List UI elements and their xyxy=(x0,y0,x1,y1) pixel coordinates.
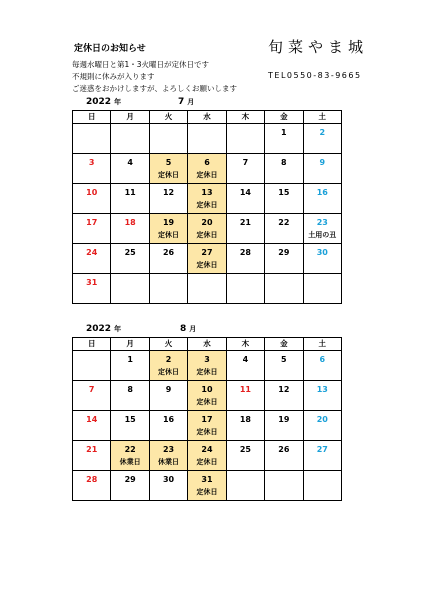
day-number: 15 xyxy=(124,415,136,424)
day-cell xyxy=(265,244,303,274)
day-number: 20 xyxy=(201,218,213,227)
day-cell xyxy=(111,184,149,214)
week-row xyxy=(73,154,342,184)
empty-day-cell xyxy=(149,124,187,154)
day-cell xyxy=(188,441,226,471)
empty-day-cell xyxy=(149,274,187,304)
week-row xyxy=(73,381,342,411)
day-number: 23 xyxy=(162,445,175,454)
day-label: 定休日 xyxy=(158,171,180,179)
week-row xyxy=(73,184,342,214)
day-number: 1 xyxy=(127,355,133,364)
day-number: 19 xyxy=(162,218,175,227)
day-cell xyxy=(111,351,149,381)
day-cell xyxy=(226,154,264,184)
notice-line-3: ご迷惑をおかけしますが、よろしくお願いします xyxy=(72,84,237,93)
day-cell xyxy=(188,244,226,274)
day-label: 定休日 xyxy=(196,488,218,496)
weekday-header: 日 xyxy=(73,338,111,351)
day-number: 7 xyxy=(88,385,95,394)
day-cell xyxy=(265,351,303,381)
day-number: 19 xyxy=(278,415,290,424)
notice-title: 定休日のお知らせ xyxy=(74,44,146,54)
day-number: 28 xyxy=(239,248,251,257)
day-number: 6 xyxy=(319,355,326,364)
weekday-header: 金 xyxy=(265,338,303,351)
day-number: 12 xyxy=(278,385,290,394)
day-cell xyxy=(303,154,341,184)
day-cell xyxy=(226,381,264,411)
year: 2022 xyxy=(86,324,112,334)
day-number: 2 xyxy=(165,355,172,364)
empty-day-cell xyxy=(226,274,264,304)
day-number: 13 xyxy=(201,188,213,197)
weekday-header-row xyxy=(73,338,342,351)
day-cell xyxy=(265,411,303,441)
month-heading-august xyxy=(180,324,196,334)
calendar-july xyxy=(72,110,342,304)
day-cell xyxy=(188,471,226,501)
day-cell xyxy=(265,124,303,154)
day-label: 定休日 xyxy=(196,261,218,269)
day-label: 定休日 xyxy=(196,428,218,436)
weekday-header: 木 xyxy=(226,111,264,124)
weekday-header: 日 xyxy=(73,111,111,124)
day-number: 5 xyxy=(281,355,287,364)
day-cell xyxy=(265,214,303,244)
weekday-header: 土 xyxy=(303,111,341,124)
day-cell xyxy=(111,214,149,244)
empty-day-cell xyxy=(188,274,226,304)
day-number: 31 xyxy=(86,278,98,287)
day-number: 12 xyxy=(162,188,175,197)
day-number: 9 xyxy=(165,385,172,394)
day-cell xyxy=(73,244,111,274)
day-cell xyxy=(149,411,187,441)
empty-day-cell xyxy=(303,471,341,501)
day-number: 1 xyxy=(281,128,287,137)
day-number: 26 xyxy=(278,445,290,454)
day-cell xyxy=(265,184,303,214)
weekday-header: 水 xyxy=(188,338,226,351)
day-label: 休業日 xyxy=(119,458,141,466)
day-number: 7 xyxy=(242,158,249,167)
day-cell xyxy=(73,441,111,471)
empty-day-cell xyxy=(111,274,149,304)
week-row xyxy=(73,124,342,154)
weekday-header: 木 xyxy=(226,338,264,351)
weekday-header: 火 xyxy=(149,111,187,124)
day-cell xyxy=(303,214,341,244)
day-cell xyxy=(226,184,264,214)
day-number: 3 xyxy=(204,355,210,364)
month-suffix: 月 xyxy=(187,98,195,106)
day-number: 27 xyxy=(316,445,328,454)
day-number: 4 xyxy=(127,158,133,167)
calendar-heading-july xyxy=(86,97,121,107)
day-cell xyxy=(303,441,341,471)
day-cell xyxy=(226,214,264,244)
empty-day-cell xyxy=(265,274,303,304)
day-cell xyxy=(111,441,149,471)
day-cell xyxy=(226,411,264,441)
day-cell xyxy=(265,154,303,184)
day-number: 24 xyxy=(86,248,98,257)
day-cell xyxy=(149,441,187,471)
empty-day-cell xyxy=(111,124,149,154)
day-number: 31 xyxy=(201,475,213,484)
month-heading-july xyxy=(178,97,194,107)
day-label: 定休日 xyxy=(158,368,180,376)
day-number: 11 xyxy=(239,385,251,394)
year-suffix: 年 xyxy=(114,325,122,333)
day-cell xyxy=(188,154,226,184)
empty-day-cell xyxy=(73,351,111,381)
day-label: 定休日 xyxy=(158,231,180,239)
day-cell xyxy=(73,411,111,441)
shop-name: 旬菜やま城 xyxy=(268,38,369,56)
weekday-header-row xyxy=(73,111,342,124)
notice-line-2: 不規則に休みが入ります xyxy=(72,72,155,81)
week-row xyxy=(73,244,342,274)
day-number: 18 xyxy=(124,218,136,227)
day-cell xyxy=(149,184,187,214)
day-cell xyxy=(149,214,187,244)
day-cell xyxy=(149,381,187,411)
day-number: 20 xyxy=(316,415,328,424)
day-label: 定休日 xyxy=(196,368,218,376)
week-row xyxy=(73,274,342,304)
day-cell xyxy=(303,351,341,381)
week-row xyxy=(73,214,342,244)
day-number: 4 xyxy=(242,355,249,364)
day-number: 14 xyxy=(239,188,251,197)
week-row xyxy=(73,471,342,501)
day-number: 10 xyxy=(86,188,98,197)
day-number: 8 xyxy=(127,385,133,394)
year-suffix: 年 xyxy=(114,98,122,106)
day-number: 15 xyxy=(278,188,290,197)
day-number: 22 xyxy=(124,445,136,454)
day-cell xyxy=(111,411,149,441)
day-number: 3 xyxy=(88,158,95,167)
day-label: 土用の丑 xyxy=(308,231,337,239)
day-cell xyxy=(73,471,111,501)
day-cell xyxy=(226,441,264,471)
day-number: 30 xyxy=(316,248,328,257)
day-cell xyxy=(73,184,111,214)
day-number: 25 xyxy=(239,445,251,454)
day-number: 26 xyxy=(162,248,175,257)
day-number: 9 xyxy=(319,158,326,167)
day-number: 27 xyxy=(201,248,213,257)
day-number: 11 xyxy=(124,188,136,197)
day-cell xyxy=(303,184,341,214)
day-number: 13 xyxy=(316,385,328,394)
day-number: 17 xyxy=(201,415,213,424)
week-row xyxy=(73,351,342,381)
day-cell xyxy=(111,471,149,501)
day-cell xyxy=(149,471,187,501)
day-cell xyxy=(265,441,303,471)
day-number: 29 xyxy=(124,475,136,484)
day-label: 定休日 xyxy=(196,231,218,239)
day-number: 14 xyxy=(86,415,98,424)
day-cell xyxy=(188,184,226,214)
day-number: 8 xyxy=(281,158,287,167)
day-number: 16 xyxy=(316,188,328,197)
day-cell xyxy=(226,244,264,274)
day-cell xyxy=(303,411,341,441)
day-number: 23 xyxy=(316,218,328,227)
empty-day-cell xyxy=(188,124,226,154)
day-number: 22 xyxy=(278,218,290,227)
empty-day-cell xyxy=(265,471,303,501)
day-cell xyxy=(149,154,187,184)
day-cell xyxy=(149,244,187,274)
month: 7 xyxy=(178,97,185,107)
day-cell xyxy=(73,381,111,411)
day-number: 25 xyxy=(124,248,136,257)
day-label: 休業日 xyxy=(158,458,180,466)
day-number: 6 xyxy=(204,158,210,167)
day-number: 10 xyxy=(201,385,213,394)
week-row xyxy=(73,441,342,471)
empty-day-cell xyxy=(303,274,341,304)
day-cell xyxy=(303,381,341,411)
day-cell xyxy=(149,351,187,381)
day-number: 21 xyxy=(239,218,251,227)
weekday-header: 火 xyxy=(149,338,187,351)
calendar-heading-august xyxy=(86,324,121,334)
day-number: 16 xyxy=(162,415,175,424)
year: 2022 xyxy=(86,97,112,107)
weekday-header: 水 xyxy=(188,111,226,124)
day-cell xyxy=(303,244,341,274)
day-cell xyxy=(188,381,226,411)
day-number: 28 xyxy=(86,475,98,484)
day-number: 18 xyxy=(239,415,251,424)
day-cell xyxy=(73,214,111,244)
day-label: 定休日 xyxy=(196,201,218,209)
day-cell xyxy=(188,351,226,381)
day-cell xyxy=(111,244,149,274)
month: 8 xyxy=(180,324,187,334)
weekday-header: 月 xyxy=(111,338,149,351)
week-row xyxy=(73,411,342,441)
day-number: 24 xyxy=(201,445,213,454)
day-cell xyxy=(111,154,149,184)
calendar-august xyxy=(72,337,342,501)
day-number: 5 xyxy=(165,158,172,167)
notice-line-1: 毎週水曜日と第1・3火曜日が定休日です xyxy=(72,60,210,69)
day-label: 定休日 xyxy=(196,171,218,179)
day-cell xyxy=(188,411,226,441)
day-number: 21 xyxy=(86,445,98,454)
weekday-header: 金 xyxy=(265,111,303,124)
empty-day-cell xyxy=(73,124,111,154)
day-number: 2 xyxy=(319,128,326,137)
empty-day-cell xyxy=(226,471,264,501)
day-cell xyxy=(111,381,149,411)
day-label: 定休日 xyxy=(196,458,218,466)
empty-day-cell xyxy=(226,124,264,154)
day-cell xyxy=(73,154,111,184)
day-cell xyxy=(73,274,111,304)
weekday-header: 月 xyxy=(111,111,149,124)
day-number: 29 xyxy=(278,248,290,257)
day-cell xyxy=(188,214,226,244)
day-cell xyxy=(265,381,303,411)
day-label: 定休日 xyxy=(196,398,218,406)
day-cell xyxy=(226,351,264,381)
day-number: 30 xyxy=(162,475,175,484)
month-suffix: 月 xyxy=(189,325,197,333)
day-number: 17 xyxy=(86,218,98,227)
weekday-header: 土 xyxy=(303,338,341,351)
tel-number: TEL0550-83-9665 xyxy=(268,71,362,80)
day-cell xyxy=(303,124,341,154)
